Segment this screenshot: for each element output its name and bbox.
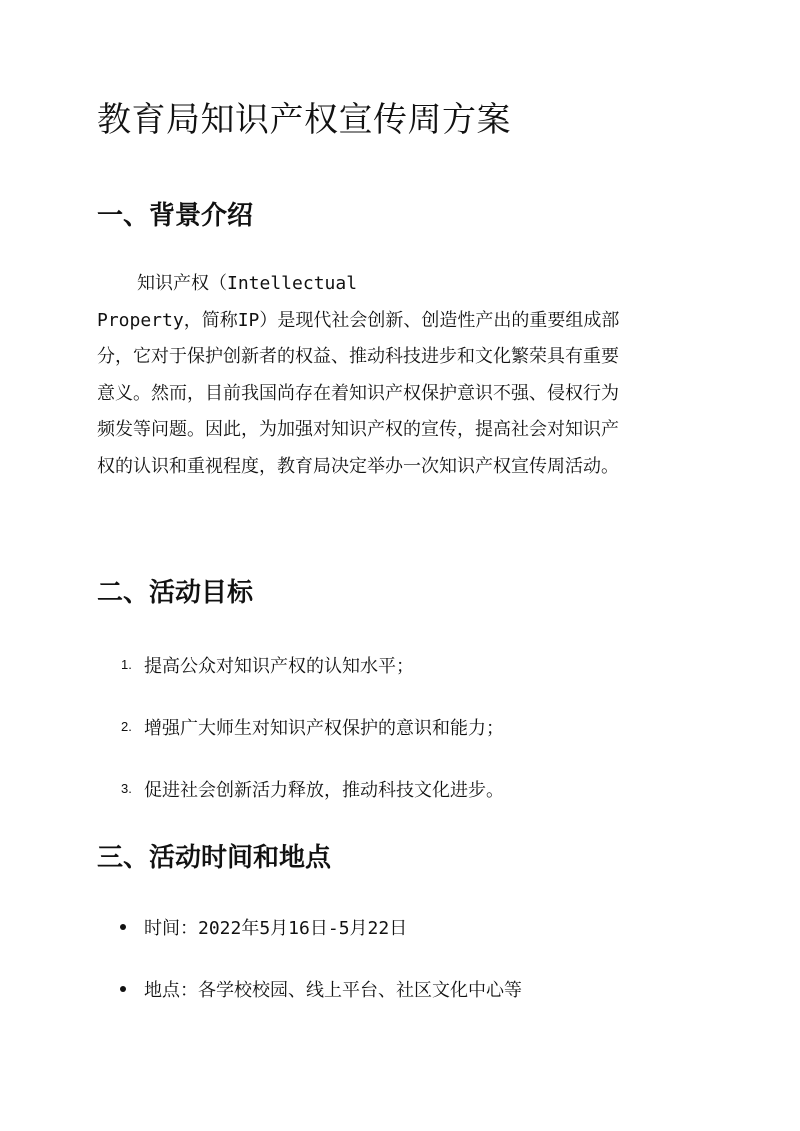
paragraph-line: 权的认识和重视程度，教育局决定举办一次知识产权宣传周活动。 [97, 455, 619, 477]
bullet-icon [120, 924, 126, 930]
list-number: 2. [121, 719, 132, 734]
document-title: 教育局知识产权宣传周方案 [97, 100, 511, 140]
paragraph-line: 分，它对于保护创新者的权益、推动科技进步和文化繁荣具有重要 [97, 346, 619, 367]
paragraph-line: 意义。然而，目前我国尚存在着知识产权保护意识不强、侵权行为 [97, 382, 619, 404]
list-item-text: 促进社会创新活力释放，推动科技文化进步。 [144, 780, 504, 801]
list-item-text: 增强广大师生对知识产权保护的意识和能力； [144, 718, 504, 739]
paragraph-line: 频发等问题。因此，为加强对知识产权的宣传，提高社会对知识产 [97, 419, 619, 440]
paragraph-line: Property，简称IP）是现代社会创新、创造性产出的重要组成部 [97, 309, 620, 331]
list-item-text: 提高公众对知识产权的认知水平； [144, 656, 414, 677]
list-number: 3. [121, 781, 132, 796]
bullet-icon [120, 986, 126, 992]
paragraph-line: 知识产权（Intellectual [137, 273, 358, 294]
section-heading-background: 一、背景介绍 [97, 201, 254, 231]
list-item-text: 地点：各学校校园、线上平台、社区文化中心等 [144, 980, 522, 1001]
section-heading-time-location: 三、活动时间和地点 [97, 843, 332, 873]
background-paragraph [97, 266, 707, 485]
list-item-text: 时间：2022年5月16日-5月22日 [144, 918, 408, 939]
list-number: 1. [121, 657, 132, 672]
section-heading-goals: 二、活动目标 [97, 578, 254, 608]
